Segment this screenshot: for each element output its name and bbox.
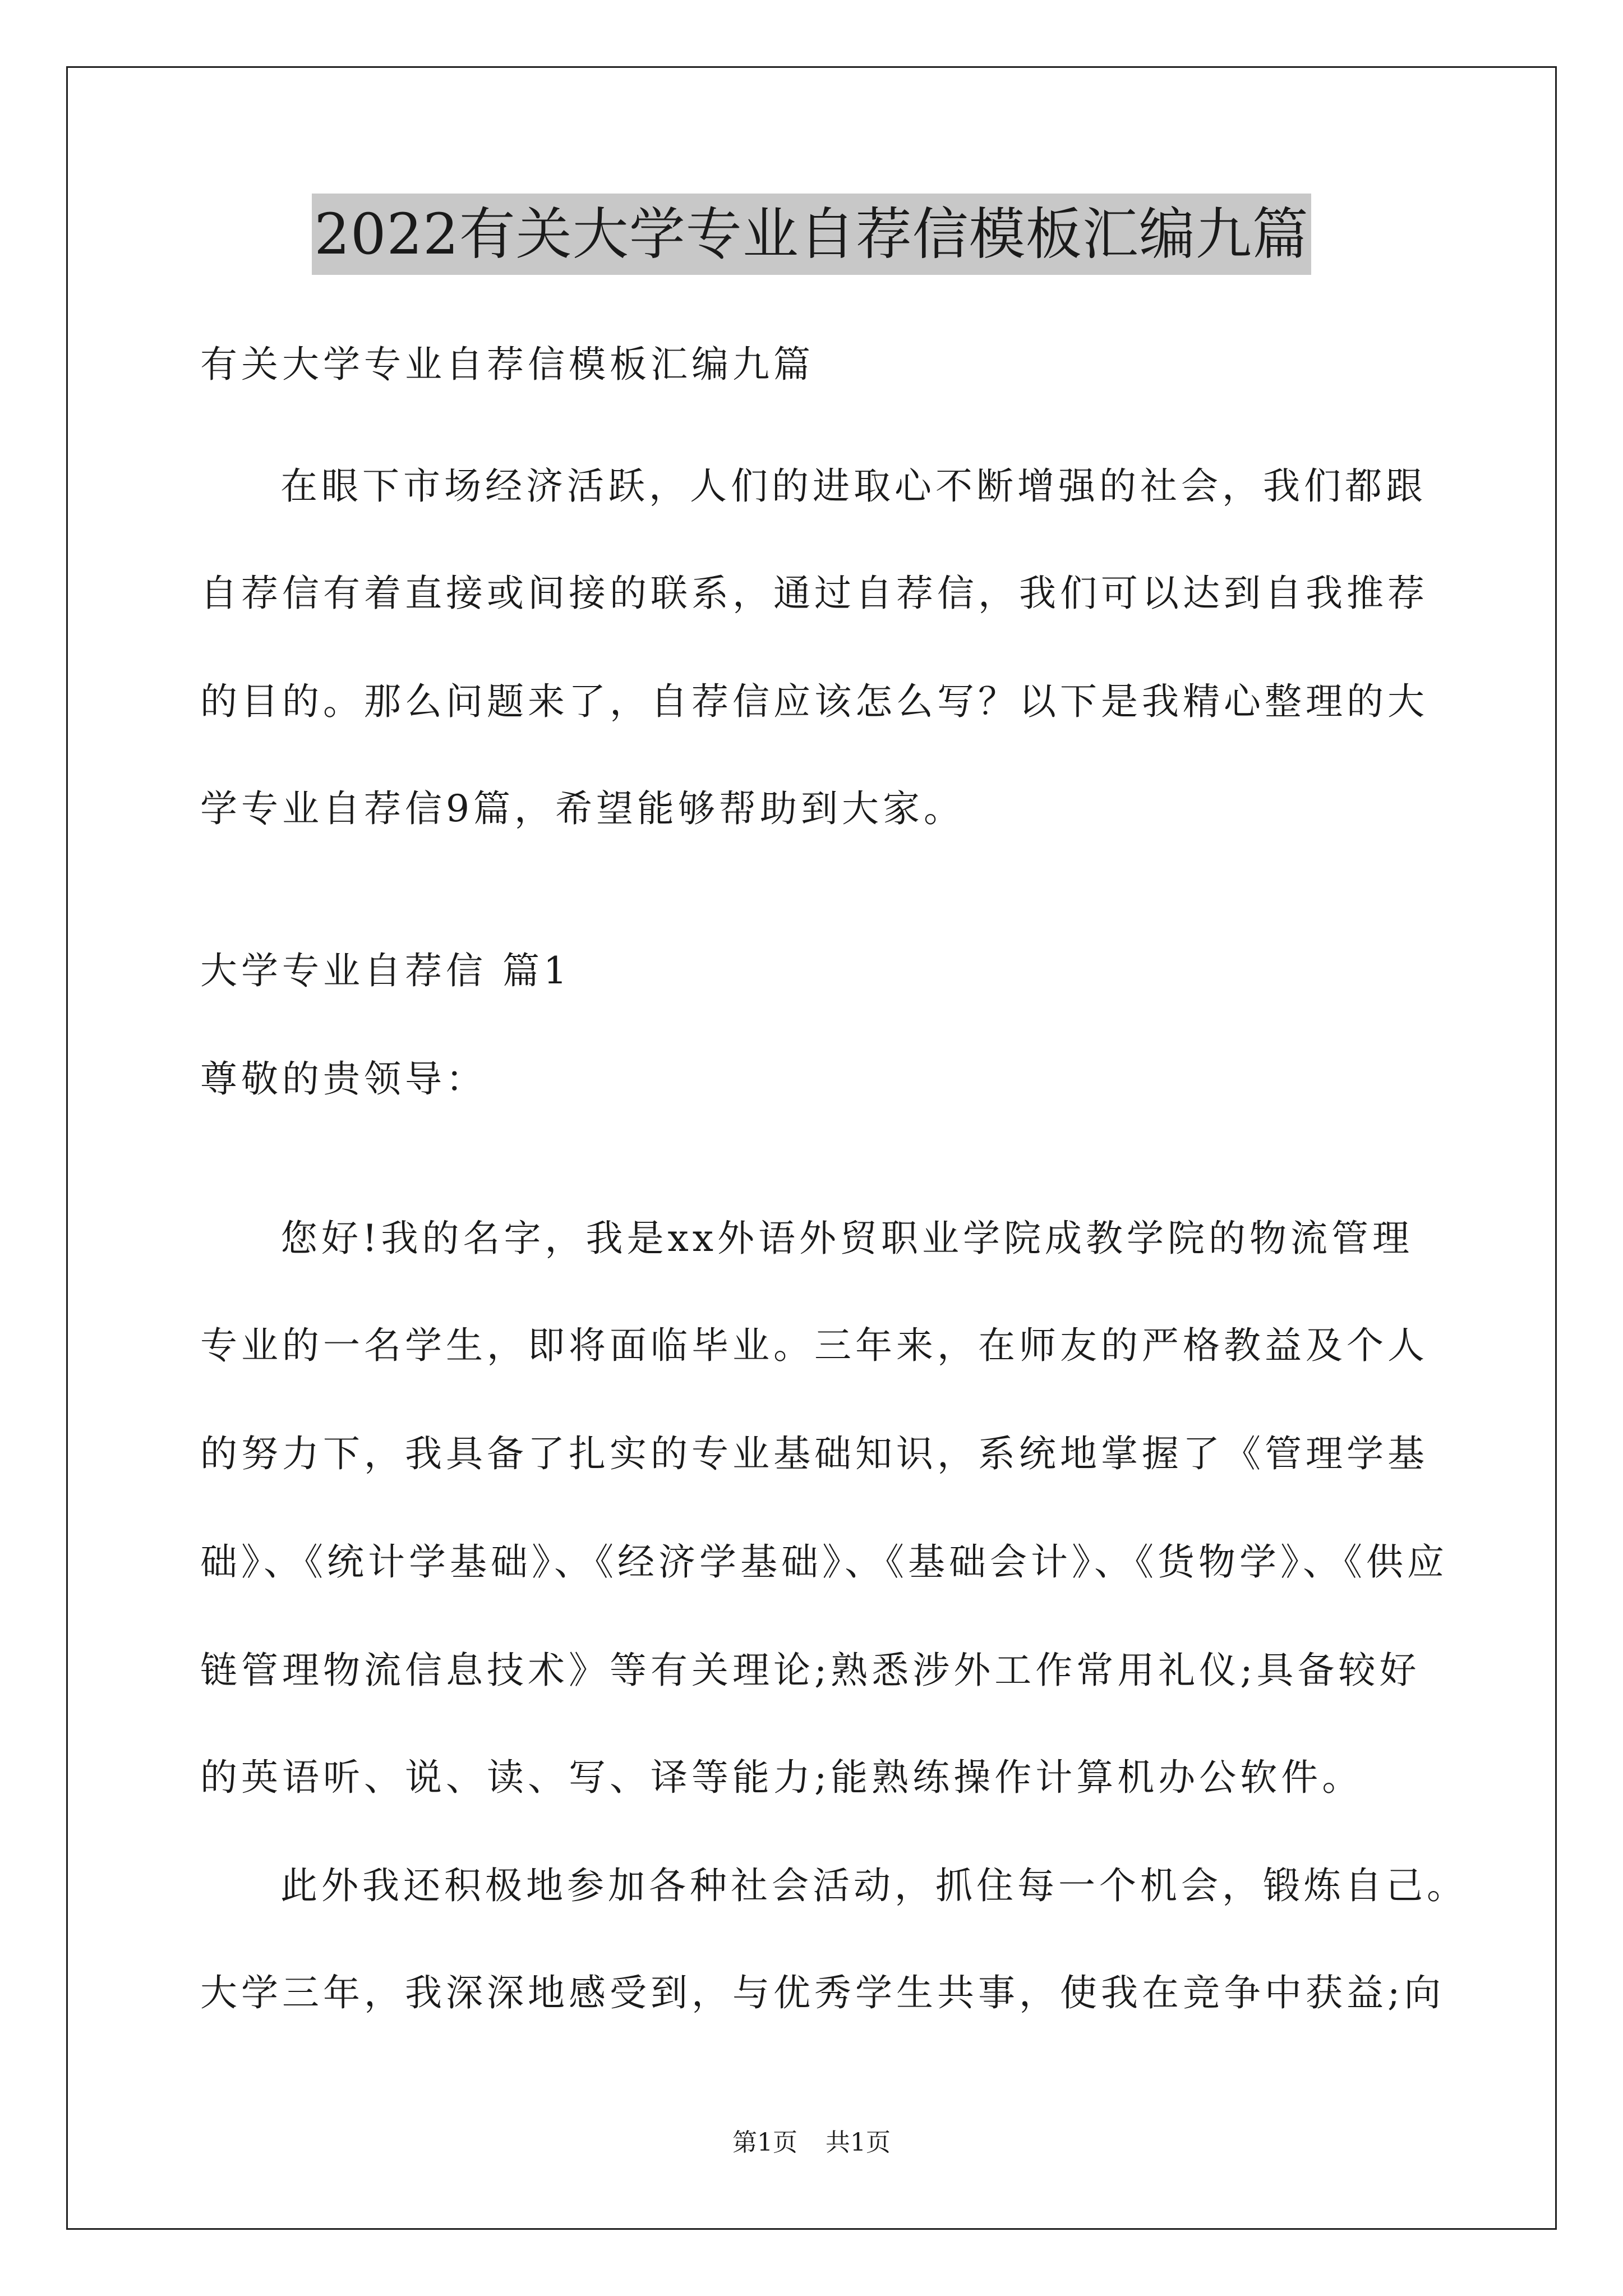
paragraph-line: 在眼下市场经济活跃，人们的进取心不断增强的社会，我们都跟 [280, 464, 1427, 508]
paragraph-line: 自荐信有着直接或间接的联系，通过自荐信，我们可以达到自我推荐 [200, 572, 1428, 615]
paragraph-line: 链管理物流信息技术》等有关理论;熟悉涉外工作常用礼仪;具备较好 [200, 1649, 1421, 1692]
paragraph-line: 专业的一名学生，即将面临毕业。三年来，在师友的严格教益及个人 [200, 1324, 1428, 1367]
paragraph-line: 的目的。那么问题来了，自荐信应该怎么写？以下是我精心整理的大 [200, 680, 1428, 723]
salutation-line: 尊敬的贵领导： [200, 1057, 487, 1101]
section-heading: 大学专业自荐信 篇1 [200, 949, 571, 992]
document-title: 2022有关大学专业自荐信模板汇编九篇 [312, 194, 1311, 275]
paragraph-line: 的努力下，我具备了扎实的专业基础知识，系统地掌握了《管理学基 [200, 1432, 1428, 1475]
title-wrap [0, 194, 1623, 275]
paragraph-line: 此外我还积极地参加各种社会活动，抓住每一个机会，锻炼自己。 [280, 1864, 1468, 1907]
page-total: 共1页 [826, 2128, 891, 2157]
paragraph-line: 础》、《统计学基础》、《经济学基础》、《基础会计》、《货物学》、《供应 [200, 1540, 1448, 1584]
subtitle-line: 有关大学专业自荐信模板汇编九篇 [200, 343, 814, 386]
page-number: 第1页 [732, 2128, 797, 2157]
paragraph-line: 学专业自荐信9篇，希望能够帮助到大家。 [200, 787, 965, 830]
page-footer [0, 2126, 1623, 2160]
paragraph-line: 您好!我的名字，我是xx外语外贸职业学院成教学院的物流管理 [280, 1217, 1413, 1260]
paragraph-line: 大学三年，我深深地感受到，与优秀学生共事，使我在竞争中获益;向 [200, 1971, 1445, 2014]
paragraph-line: 的英语听、说、读、写、译等能力;能熟练操作计算机办公软件。 [200, 1756, 1363, 1799]
